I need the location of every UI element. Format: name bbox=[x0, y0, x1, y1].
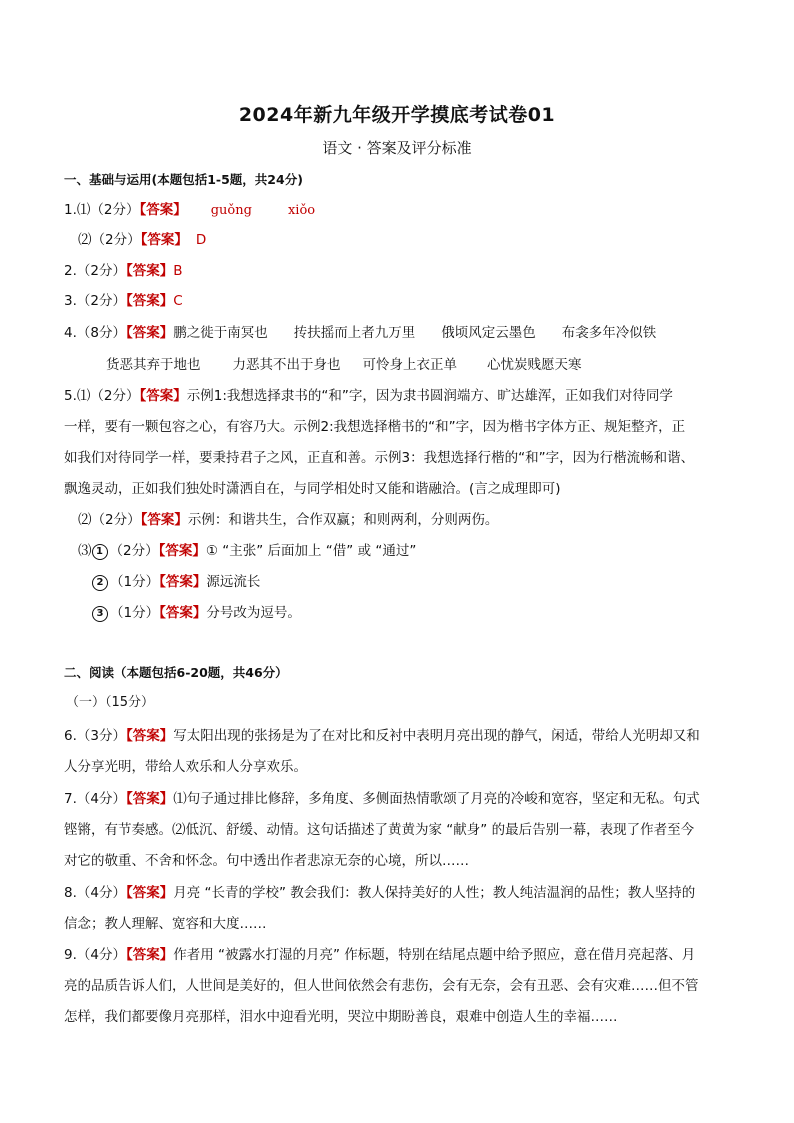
page-title: 2024年新九年级开学摸底考试卷01 bbox=[238, 104, 556, 126]
q9-text: 作者用 “被露水打湿的月亮” 作标题，特别在结尾点题中给予照应，意在借月亮起落、月 bbox=[173, 947, 696, 963]
page-subtitle: 语文 · 答案及评分标准 bbox=[322, 139, 472, 157]
q5-part1-line2: 一样，要有一颗包容之心，有容乃大。示例2:我想选择楷书的“和”字，因为楷书字体方正、规矩整齐，正 bbox=[64, 419, 686, 435]
q5-part3-item3-answer: 分号改为逗号。 bbox=[206, 605, 301, 621]
q4-answer: 抟扶摇而上者九万里 bbox=[293, 325, 416, 341]
q5-part3-item2 bbox=[92, 572, 260, 592]
q1-pinyin-1: guǒng bbox=[210, 203, 252, 218]
q1-part1-prefix: 1.⑴（2分） bbox=[64, 202, 140, 218]
answer-tag: 【答案】 bbox=[125, 293, 174, 309]
q5-part1-line1 bbox=[64, 386, 673, 406]
q5-part3-prefix: ⑶ bbox=[78, 543, 92, 559]
q4-answer: 鹏之徙于南冥也 bbox=[173, 325, 268, 341]
q7-text: ⑴句子通过排比修辞，多角度、多侧面热情歌颂了月亮的冷峻和宽容，坚定和无私。句式 bbox=[173, 791, 700, 807]
section-1-heading: 一、基础与运用(本题包括1-5题，共24分) bbox=[64, 172, 303, 187]
q1-part2 bbox=[78, 230, 206, 250]
answer-tag: 【答案】 bbox=[125, 325, 174, 341]
q4-row-2 bbox=[106, 355, 582, 375]
q4-prefix: 4.（8分） bbox=[64, 325, 126, 341]
q5-part3-item3-score: （1分） bbox=[110, 605, 160, 621]
q1-part1 bbox=[64, 200, 315, 221]
answer-tag: 【答案】 bbox=[125, 885, 174, 901]
q5-part1-text: 示例1:我想选择隶书的“和”字，因为隶书圆润端方、旷达雄浑，正如我们对待同学 bbox=[186, 388, 673, 404]
q7-line2: 铿锵，有节奏感。⑵低沉、舒缓、动情。这句话描述了黄黄为家 “献身” 的最后告别一幕，表现了作者至今 bbox=[64, 822, 695, 838]
q5-part3-item2-answer: 源远流长 bbox=[206, 574, 261, 590]
q6-line1 bbox=[64, 726, 700, 746]
q7-prefix: 7.（4分） bbox=[64, 791, 126, 807]
q1-pinyin-2: xiǒo bbox=[287, 203, 316, 218]
q5-part3-item2-score: （1分） bbox=[110, 574, 160, 590]
answer-tag: 【答案】 bbox=[139, 202, 187, 218]
q1-part2-prefix: ⑵（2分） bbox=[78, 232, 141, 248]
q3 bbox=[64, 291, 183, 311]
q6-prefix: 6.（3分） bbox=[64, 728, 126, 744]
q5-part2 bbox=[78, 510, 498, 530]
answer-tag: 【答案】 bbox=[139, 388, 187, 404]
section-2-heading: 二、阅读（本题包括6-20题，共46分） bbox=[64, 665, 288, 680]
answer-tag: 【答案】 bbox=[140, 512, 188, 528]
q4-row-1 bbox=[64, 323, 656, 343]
answer-tag: 【答案】 bbox=[140, 232, 188, 248]
circled-number-icon: 2 bbox=[92, 575, 108, 591]
q9-line3: 怎样，我们都要像月亮那样，泪水中迎看光明，哭泣中期盼善良，艰难中创造人生的幸福…… bbox=[64, 1009, 618, 1025]
circled-number-icon: 3 bbox=[92, 606, 108, 622]
q4-answer: 俄顷风定云墨色 bbox=[441, 325, 536, 341]
answer-tag: 【答案】 bbox=[125, 263, 174, 279]
q4-answer: 布衾多年冷似铁 bbox=[561, 325, 657, 341]
answer-tag: 【答案】 bbox=[125, 947, 174, 963]
q9-line1 bbox=[64, 945, 695, 965]
q3-answer: C bbox=[173, 293, 183, 309]
q5-part3-item1-score: （2分） bbox=[109, 543, 159, 559]
q9-prefix: 9.（4分） bbox=[64, 947, 126, 963]
q5-part3-item1 bbox=[78, 541, 416, 561]
q4-answer: 力恶其不出于身也 bbox=[232, 357, 341, 373]
q4-answer: 心忧炭贱愿天寒 bbox=[487, 357, 582, 373]
q5-part1-line3: 如我们对待同学一样，要秉持君子之风，正直和善。示例3：我想选择行楷的“和”字，因为行楷流畅和谐、 bbox=[64, 450, 695, 466]
q5-part3-item3 bbox=[92, 603, 301, 623]
q6-text: 写太阳出现的张扬是为了在对比和反衬中表明月亮出现的静气，闲适，带给人光明却又和 bbox=[173, 728, 700, 744]
q4-answer: 货恶其弃于地也 bbox=[106, 357, 201, 373]
q5-part1-prefix: 5.⑴（2分） bbox=[64, 388, 140, 404]
q7-line3: 对它的敬重、不舍和怀念。句中透出作者悲凉无奈的心境，所以…… bbox=[64, 853, 469, 869]
q8-line2: 信念；教人理解、宽容和大度…… bbox=[64, 916, 267, 932]
answer-tag: 【答案】 bbox=[125, 791, 174, 807]
q4-answer: 可怜身上衣正单 bbox=[362, 357, 457, 373]
q2 bbox=[64, 261, 183, 281]
q9-line2: 亮的品质告诉人们，人世间是美好的，但人世间依然会有悲伤，会有无奈，会有丑恶、会有灾难……但不管 bbox=[64, 978, 699, 994]
q8-line1 bbox=[64, 883, 695, 903]
answer-tag: 【答案】 bbox=[125, 728, 174, 744]
answer-tag: 【答案】 bbox=[158, 543, 206, 559]
q1-part2-answer: D bbox=[195, 232, 207, 248]
q5-part1-line4: 飘逸灵动，正如我们独处时潇洒自在，与同学相处时又能和谐融洽。(言之成理即可) bbox=[64, 481, 561, 497]
q6-line2: 人分享光明，带给人欢乐和人分享欢乐。 bbox=[64, 759, 307, 775]
q7-line1 bbox=[64, 789, 700, 809]
q8-text: 月亮 “长青的学校” 教会我们：教人保持美好的人性；教人纯洁温润的品性；教人坚持的 bbox=[173, 885, 696, 901]
section-2-sub-heading: （一）（15分） bbox=[66, 695, 155, 710]
q8-prefix: 8.（4分） bbox=[64, 885, 126, 901]
q3-prefix: 3.（2分） bbox=[64, 293, 126, 309]
circled-number-icon: 1 bbox=[92, 544, 108, 560]
q2-answer: B bbox=[173, 263, 183, 279]
q5-part3-item1-answer: ① “主张” 后面加上 “借” 或 “通过” bbox=[205, 543, 417, 559]
q5-part2-prefix: ⑵（2分） bbox=[78, 512, 141, 528]
answer-tag: 【答案】 bbox=[159, 574, 207, 590]
q2-prefix: 2.（2分） bbox=[64, 263, 126, 279]
q5-part2-answer: 示例：和谐共生，合作双赢；和则两利，分则两伤。 bbox=[187, 512, 499, 528]
answer-tag: 【答案】 bbox=[159, 605, 207, 621]
